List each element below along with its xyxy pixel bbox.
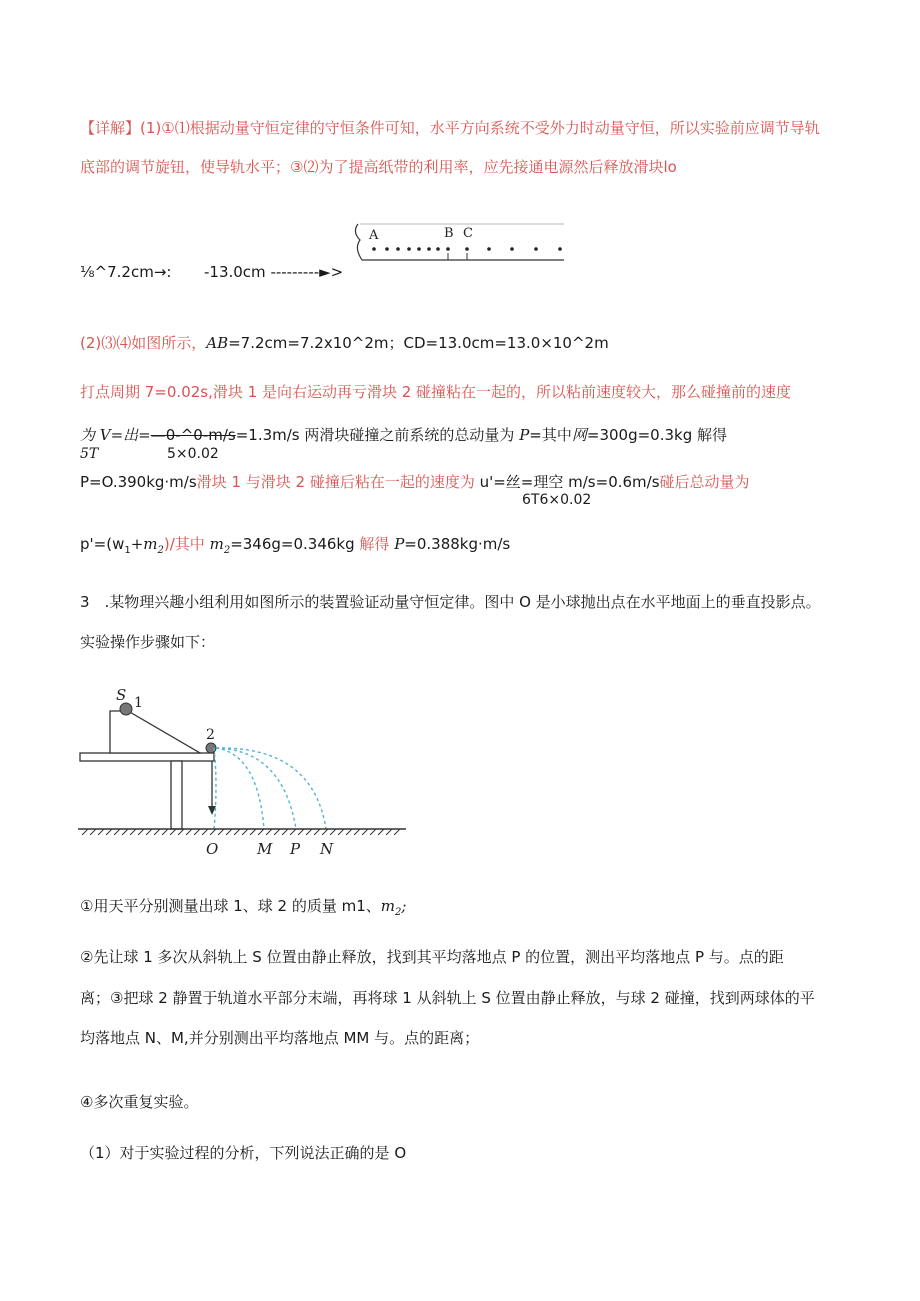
- solution-s3-i: =300g=0.3kg 解得: [586, 426, 727, 444]
- solution-s7-b: 1: [124, 545, 131, 556]
- solution-s7-d: 2: [157, 545, 164, 556]
- solution-s3-d: =1.3m/s: [235, 426, 300, 444]
- figure-label-2: 2: [206, 727, 215, 743]
- solution-s3-e: 两滑块碰撞之前系统的总动量为: [304, 426, 520, 444]
- solution-s5-a: P=O.390kg·m/s: [80, 473, 197, 491]
- solution-s3-h: 网: [571, 426, 587, 444]
- figure-label-p: P: [290, 840, 301, 858]
- tape-dot: [396, 247, 400, 251]
- solution-s3-a: 为 V=: [80, 426, 124, 444]
- solution-s7-j: P: [394, 535, 405, 553]
- tape-measure-right: -13.0cm ---------►>: [204, 263, 344, 281]
- solution-s3-g: =其中: [529, 426, 572, 444]
- ball-1: [120, 703, 132, 715]
- figure-label-s: S: [116, 686, 127, 704]
- solution-s5-c: u'=丝=理空 m/s=0.6m/s: [479, 473, 660, 491]
- ground-hatch: [82, 829, 400, 835]
- solution-line-1: [80, 333, 609, 353]
- solution-line-7: [80, 534, 510, 561]
- solution-s1-c: =7.2cm=7.2x10^2m；CD=13.0cm=13.0×10^2m: [228, 334, 609, 352]
- solution-line-2: 打点周期 7=0.02s,滑块 1 是向右运动再亏滑块 2 碰撞粘在一起的，所以粘前速度较大，那么碰撞前的速度: [80, 383, 792, 401]
- solution-s4-a: 5T: [80, 446, 99, 462]
- tape-dot: [372, 247, 376, 251]
- step-2-line-2: 离；③把球 2 静置于轨道水平部分末端，再将球 1 从斜轨上 S 位置由静止释放，与球 2 碰撞，找到两球体的平: [80, 989, 815, 1007]
- detail-line-2: 底部的调节旋钮，使导轨水平；③⑵为了提高纸带的利用率，应先接通电源然后释放滑块lo: [80, 158, 677, 176]
- tape-dot: [417, 247, 421, 251]
- question3-line-2: 实验操作步骤如下：: [80, 633, 216, 651]
- tape-dot: [385, 247, 389, 251]
- tape-label-a: A: [369, 228, 379, 243]
- tape-dot: [510, 247, 514, 251]
- detail-text-1: (1)①⑴根据动量守恒定律的守恒条件可知，水平方向系统不受外力时动量守恒，所以实验前应调节导轨: [140, 119, 820, 137]
- step-1-m: m: [380, 897, 395, 915]
- solution-line-5: [80, 472, 750, 492]
- solution-s5-b: 滑块 1 与滑块 2 碰撞后粘在一起的速度为: [196, 473, 480, 491]
- trajectory-m: [216, 748, 264, 829]
- table-top: [80, 753, 214, 761]
- tape-measure-left: ⅛^7.2cm→:: [80, 263, 172, 281]
- solution-s4-b: 5×0.02: [167, 446, 219, 462]
- solution-s7-i: 解得: [359, 535, 395, 553]
- solution-s3-c: —0-^0-m/s: [150, 426, 236, 444]
- solution-s7-g: 2: [223, 545, 231, 556]
- step-1-text: ①用天平分别测量出球 1、球 2 的质量 m1、: [80, 897, 381, 915]
- solution-s1-b: AB: [206, 334, 229, 352]
- tape-dot: [465, 247, 469, 251]
- step-2-line-3: 均落地点 N、M,并分别测出平均落地点 MM 与。点的距离；: [80, 1029, 480, 1047]
- trajectory-n: [216, 748, 326, 829]
- solution-s3-b: 出=: [123, 426, 151, 444]
- table-leg: [171, 761, 182, 829]
- solution-line-3: [80, 425, 727, 445]
- figure-label-m: M: [257, 840, 273, 858]
- solution-s5-d: 碰后总动量为: [659, 473, 750, 491]
- solution-s7-f: m: [209, 535, 224, 553]
- detail-line-1: [80, 118, 820, 138]
- step-1-end: ;: [401, 897, 407, 915]
- figure-label-o: O: [206, 840, 219, 858]
- apparatus-figure: [78, 684, 408, 860]
- tape-dot: [446, 247, 450, 251]
- tape-dot: [487, 247, 491, 251]
- solution-s3-f: P: [519, 426, 530, 444]
- tape-label-b: B: [444, 226, 454, 241]
- step-1: [80, 896, 406, 923]
- figure-label-n: N: [320, 840, 334, 858]
- tape-dot: [407, 247, 411, 251]
- step-1-sub: 2: [395, 907, 402, 918]
- question3-line-1: 3 .某物理兴趣小组利用如图所示的装置验证动量守恒定律。图中 O 是小球抛出点在水平地面上的垂直投影点。: [80, 593, 821, 611]
- step-2-line-1: ②先让球 1 多次从斜轨上 S 位置由静止释放，找到其平均落地点 P 的位置，测出平均落地点 P 与。点的距: [80, 948, 784, 966]
- tape-dot: [558, 247, 562, 251]
- figure-label-1: 1: [134, 695, 143, 711]
- incline-ramp: [110, 711, 200, 753]
- solution-s6: 6T6×0.02: [522, 492, 592, 508]
- solution-s7-e: )/其中: [163, 535, 210, 553]
- tape-dot: [534, 247, 538, 251]
- solution-s7-a: p'=(w: [80, 535, 125, 553]
- tape-torn-edge: [355, 224, 362, 260]
- solution-s7-c: +m: [130, 535, 158, 553]
- solution-s1-a: (2)⑶⑷如图所示，: [80, 334, 207, 352]
- tape-dot: [436, 247, 440, 251]
- detail-label: 【详解】: [80, 119, 141, 137]
- trajectories: [214, 748, 326, 829]
- solution-s7-k: =0.388kg·m/s: [404, 535, 511, 553]
- tape-label-c: C: [463, 226, 473, 241]
- paper-tape-figure: [352, 220, 570, 268]
- tape-dots: [372, 247, 562, 251]
- step-4: ④多次重复实验。: [80, 1093, 199, 1111]
- tape-dot: [427, 247, 431, 251]
- sub-question-1: （1）对于实验过程的分析，下列说法正确的是 O: [80, 1144, 407, 1162]
- solution-s7-h: =346g=0.346kg: [230, 535, 360, 553]
